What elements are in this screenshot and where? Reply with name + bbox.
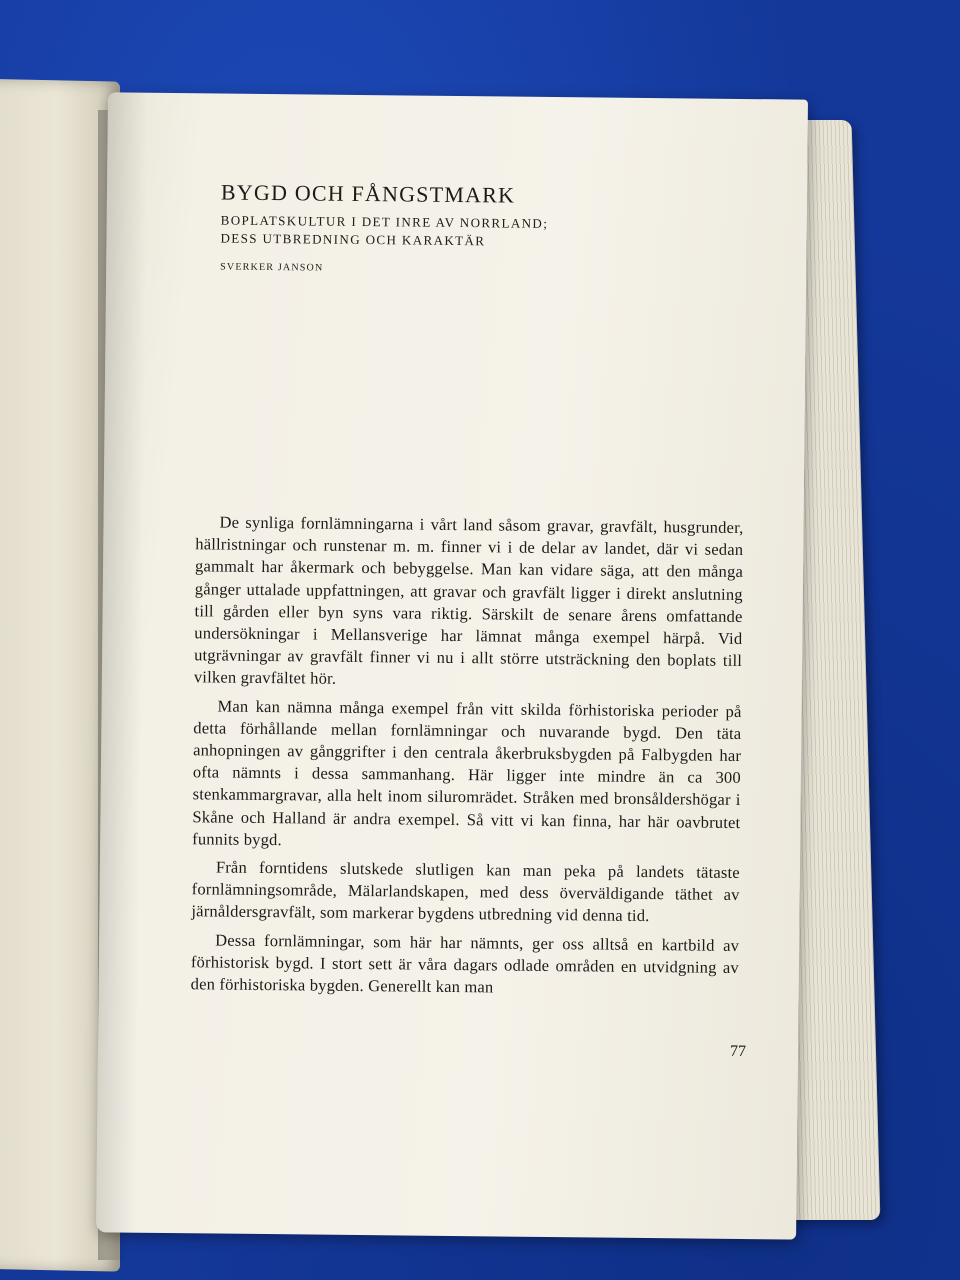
page-number: 77 [729, 1042, 747, 1061]
subtitle-line-1: BOPLATSKULTUR I DET INRE AV NORRLAND; [220, 212, 549, 231]
paragraph-2: Man kan nämna många exempel från vitt skilda förhistoriska perioder på detta förhållande mellan fornlämningar och nuvarande bygd. Den täta anhopningen av gånggrifter i den centrala åkerbruksbygden på Falbygden har ofta nämnts i dessa sammanhang. Här ligger inte mindre än ca 300 stenkammargravar, alla helt inom siluromrädet. Stråken med bronsåldershögar i Skåne och Halland är andra exempel. Så vitt vi kan finna, har här oavbrutet funnits bygd. [192, 696, 742, 850]
book-page [96, 92, 808, 1239]
article-title: BYGD OCH FÅNGSTMARK [220, 179, 516, 208]
article-author: SVERKER JANSON [220, 261, 324, 274]
paragraph-1: De synliga fornlämningarna i vårt land såsom gravar, gravfält, husgrunder, hällristningar och runstenar m. m. finner vi i de delar av landet, där vi sedan gammalt har åkermark och bebyggelse. Man kan vidare säga, att den många gånger uttalade uppfattningen, att gravar och gravfält ligger i direkt anslutning till gården eller byn syns vara riktig. Särskilt de senare årens omfattande undersökningar i Mellansverige har lämnat många exempel härpå. Vid utgrävningar av gravfält finner vi nu i allt större utsträckning den boplats till vilken gravfältet hör. [193, 512, 744, 689]
paragraph-4: Dessa fornlämningar, som här har nämnts, ger oss alltså en kartbild av förhistorisk bygd. I stort sett är våra dagars odlade områden en utvidgning av den förhistoriska bygden. Generellt kan man [190, 930, 740, 997]
article-subtitle [220, 212, 548, 251]
subtitle-line-2: DESS UTBREDNING OCH KARAKTÄR [220, 230, 486, 249]
article-body [191, 511, 744, 1007]
paragraph-3: Från forntidens slutskede slutligen kan man peka på landets tätaste fornlämningsområde, Mälarlandskapen, med dess överväldigande täthet av järnåldersgravfält, som markerar bygdens utbredning vid denna tid. [191, 857, 740, 926]
